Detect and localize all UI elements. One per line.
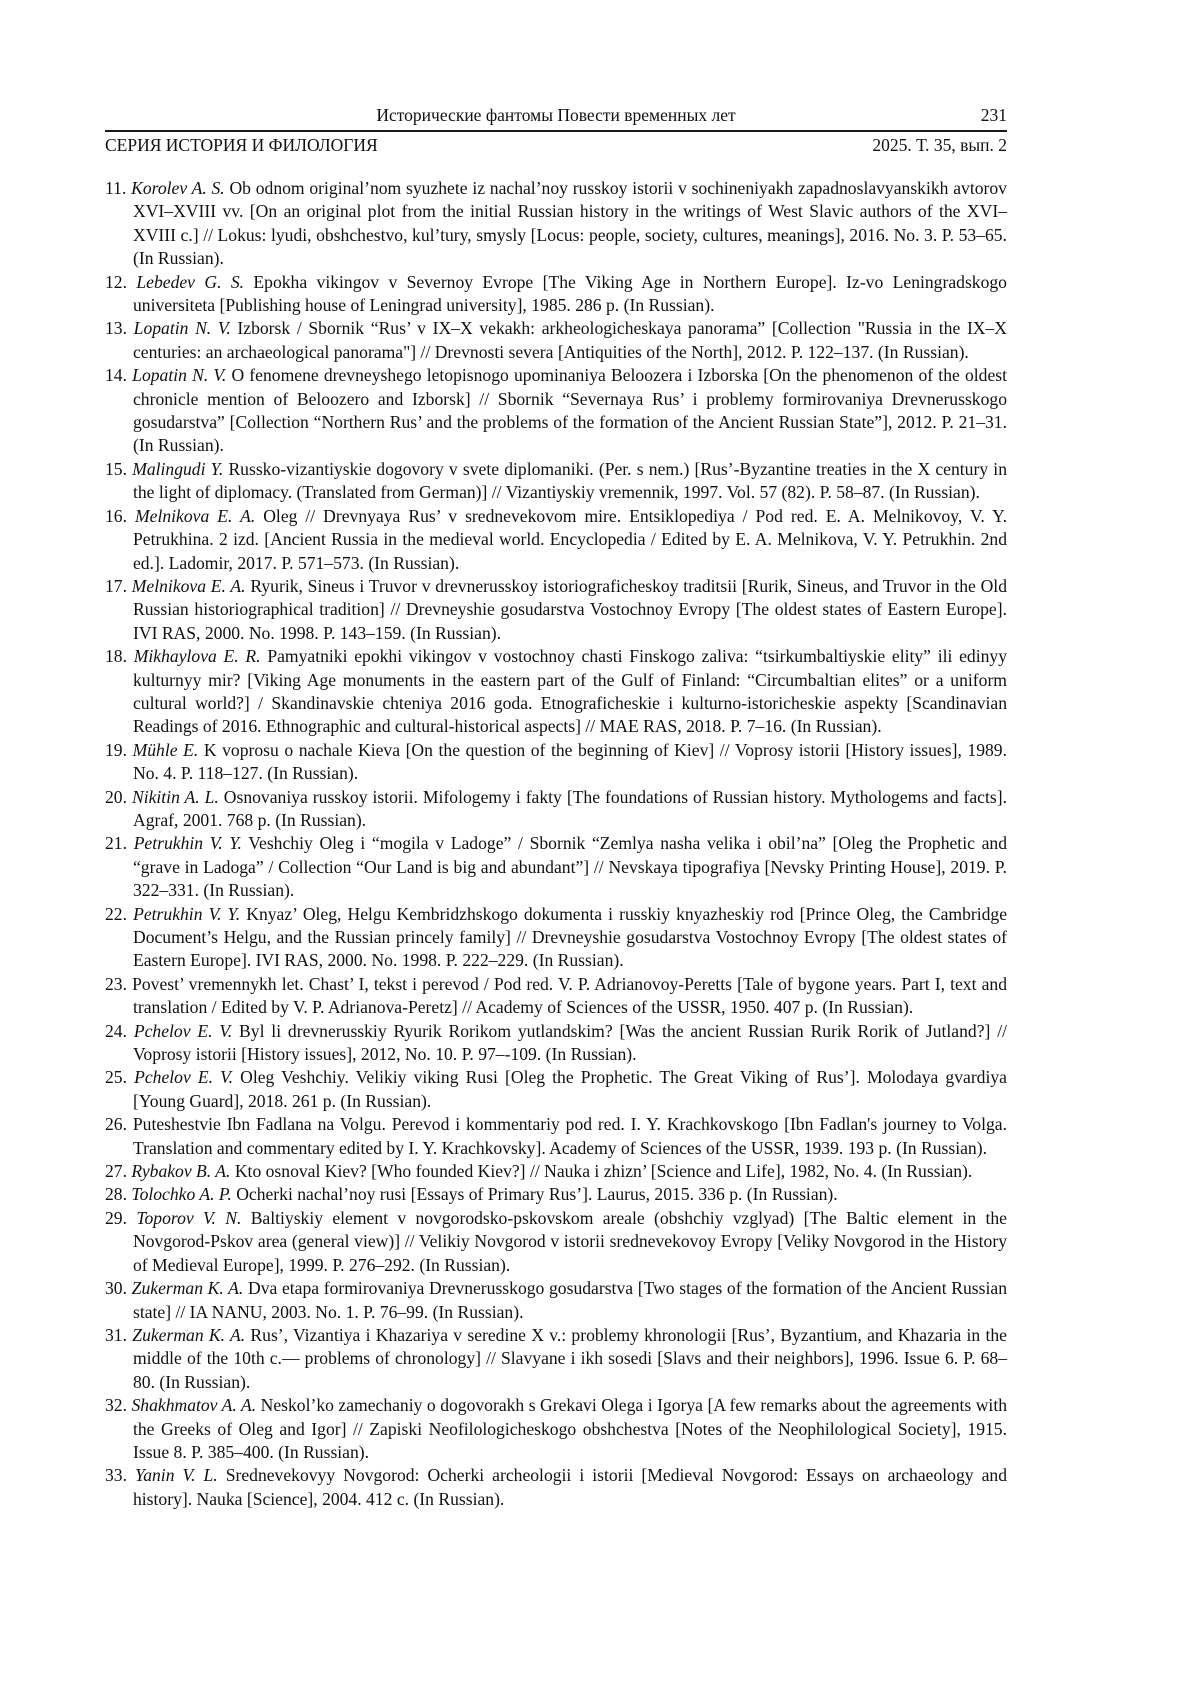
page-header <box>105 104 1007 157</box>
reference-author: Mühle E. <box>132 739 199 760</box>
volume-issue: 2025. Т. 35, вып. 2 <box>872 135 1007 155</box>
reference-number: 22. <box>105 903 127 924</box>
reference-author: Petrukhin V. Y. <box>133 903 241 924</box>
reference-number: 28. <box>105 1184 127 1205</box>
reference-author: Petrukhin V. Y. <box>133 833 242 854</box>
reference-entry <box>105 786 1007 833</box>
reference-text: Povest’ vremennykh let. Chast’ I, tekst i perevod / Pod red. V. P. Adrianovoy-Peretts [Tale of bygone years. Part I, text and translation / Edited by V. P. Adrianova-Peretz] // Academy of Sciences of the USSR, 1950. 407 p. (In Russian). <box>132 973 1007 1018</box>
reference-author: Tolochko A. P. <box>131 1184 232 1205</box>
reference-author: Pchelov E. V. <box>133 1020 233 1041</box>
reference-number: 23. <box>105 973 127 994</box>
reference-text: Izborsk / Sbornik “Rus’ v IX–X vekakh: arkheologicheskaya panorama” [Collection "Russia in the IX–X centuries: an archaeological panorama"] // Drevnosti severa [Antiquities of the North], 2012. P. 122–137. (In Russian). <box>133 318 1008 362</box>
reference-number: 14. <box>105 365 127 386</box>
reference-text: Puteshestvie Ibn Fadlana na Volgu. Perevod i kommentariy pod red. I. Y. Krachkovskogo [Ibn Fadlan's journey to Volga. Translation and commentary edited by I. Y. Krachkovsky]. Academy of Sciences of the USSR, 1939. 193 p. (In Russian). <box>132 1114 1007 1158</box>
reference-entry <box>105 1183 1007 1206</box>
reference-author: Pchelov E. V. <box>134 1067 233 1088</box>
reference-text: Srednevekovyy Novgorod: Ocherki archeologii i istorii [Medieval Novgorod: Essays on archaeology and history]. Nauka [Science], 2004. 412 c. (In Russian). <box>133 1465 1007 1509</box>
reference-number: 25. <box>105 1067 127 1088</box>
reference-number: 12. <box>105 271 127 292</box>
reference-entry <box>105 505 1007 575</box>
reference-number: 13. <box>105 318 127 339</box>
reference-entry <box>105 832 1007 902</box>
reference-text: Baltiyskiy element v novgorodsko-pskovskom areale (obshchiy vzglyad) [The Baltic element in the Novgorod-Pskov area (general view)] // Velikiy Novgorod v istorii srednevekovoy Evropy [Veliky Novgorod in the History of Medieval Europe], 1999. P. 276–292. (In Russian). <box>133 1207 1007 1275</box>
reference-number: 29. <box>105 1207 127 1228</box>
reference-author: Toporov V. N. <box>136 1207 242 1228</box>
reference-author: Yanin V. L. <box>135 1465 218 1486</box>
reference-entry <box>105 1324 1007 1394</box>
reference-text: Rus’, Vizantiya i Khazariya v seredine X v.: problemy khronologii [Rus’, Byzantium, and Khazaria in the middle of the 10th c.— problems of chronology] // Slavyane i ikh sosedi [Slavs and their neighbors], 1996. Issue 6. P. 68–80. (In Russian). <box>133 1324 1007 1392</box>
series-title: СЕРИЯ ИСТОРИЯ И ФИЛОЛОГИЯ <box>105 135 378 155</box>
reference-number: 24. <box>105 1020 127 1041</box>
reference-text: Dva etapa formirovaniya Drevnerusskogo gosudarstva [Two stages of the formation of the Ancient Russian state] // IA NANU, 2003. No. 1. P. 76–99. (In Russian). <box>133 1278 1007 1322</box>
reference-author: Zukerman K. A. <box>131 1278 244 1299</box>
reference-author: Rybakov B. A. <box>131 1161 231 1182</box>
reference-text: Oleg Veshchiy. Velikiy viking Rusi [Oleg the Prophetic. The Great Viking of Rus’]. Molodaya gvardiya [Young Guard], 2018. 261 p. (In Russian). <box>133 1067 1007 1111</box>
reference-entry <box>105 1066 1007 1113</box>
reference-text: Byl li drevnerusskiy Ryurik Rorikom yutlandskim? [Was the ancient Russian Rurik Rorik of Jutland?] // Voprosy istorii [History issues], 2012, No. 10. P. 97–-109. (In Russian). <box>133 1020 1007 1065</box>
journal-page <box>105 104 1007 1511</box>
reference-number: 20. <box>105 786 127 807</box>
reference-text: O fenomene drevneyshego letopisnogo upominaniya Beloozera i Izborska [On the phenomenon of the oldest chronicle mention of Beloozero and Izborsk] // Sbornik “Severnaya Rus’ i problemy formirovaniya Drevnerusskogo gosudarstva” [Collection “Northern Rus’ and the problems of the formation of the Ancient Russian State”], 2012. P. 21–31. (In Russian). <box>133 365 1007 456</box>
reference-author: Melnikova E. A. <box>135 505 256 526</box>
reference-entry <box>105 271 1007 318</box>
reference-number: 11. <box>105 178 127 198</box>
reference-number: 26. <box>105 1114 127 1135</box>
reference-number: 19. <box>105 739 127 760</box>
reference-entry <box>105 903 1007 973</box>
reference-number: 31. <box>105 1324 127 1345</box>
reference-entry <box>105 1394 1007 1464</box>
reference-entry <box>105 1464 1007 1511</box>
page-number: 231 <box>980 105 1007 125</box>
reference-author: Shakhmatov A. A. <box>131 1395 257 1416</box>
reference-author: Malingudi Y. <box>132 458 224 479</box>
reference-author: Lopatin N. V. <box>133 318 231 339</box>
reference-number: 27. <box>105 1161 127 1182</box>
reference-text: Ryurik, Sineus i Truvor v drevnerusskoy istoriograficheskoy traditsii [Rurik, Sineus, and Truvor in the Old Russian historiographical tradition] // Drevneyshie gosudarstva Vostochnoy Evropy [The oldest states of Eastern Europe]. IVI RAS, 2000. No. 1998. P. 143–159. (In Russian). <box>133 575 1007 643</box>
reference-author: Mikhaylova E. R. <box>133 646 261 667</box>
reference-text: Epokha vikingov v Severnoy Evrope [The Viking Age in Northern Europe]. Iz-vo Leningradskogo universiteta [Publishing house of Leningrad university], 1985. 286 p. (In Russian). <box>133 271 1007 316</box>
reference-text: Kto osnoval Kiev? [Who founded Kiev?] // Nauka i zhizn’ [Science and Life], 1982, No. 4. (In Russian). <box>234 1161 973 1182</box>
reference-author: Melnikova E. A. <box>131 575 246 596</box>
reference-author: Zukerman K. A. <box>132 1324 246 1345</box>
reference-author: Lebedev G. S. <box>136 271 245 292</box>
reference-number: 18. <box>105 646 127 667</box>
running-head <box>105 104 1007 126</box>
references-list <box>105 177 1007 1511</box>
reference-number: 16. <box>105 505 127 526</box>
reference-entry <box>105 645 1007 739</box>
reference-entry <box>105 1020 1007 1067</box>
reference-number: 30. <box>105 1278 127 1299</box>
reference-text: Oleg // Drevnyaya Rus’ v srednevekovom mire. Entsiklopediya / Pod red. E. A. Melnikovoy, V. Y. Petrukhina. 2 izd. [Ancient Russia in the medieval world. Encyclopedia / Edited by E. A. Melnikova, V. Y. Petrukhin. 2nd ed.]. Ladomir, 2017. P. 571–573. (In Russian). <box>133 505 1007 573</box>
reference-number: 15. <box>105 458 127 479</box>
reference-text: Knyaz’ Oleg, Helgu Kembridzhskogo dokumenta i russkiy knyazheskiy rod [Prince Oleg, the Cambridge Document’s Helgu, and the Russian princely family] // Drevneyshie gosudarstva Vostochnoy Evropy [The oldest states of Eastern Europe]. IVI RAS, 2000. No. 1998. P. 222–229. (In Russian). <box>133 903 1008 971</box>
reference-number: 17. <box>105 575 127 596</box>
reference-number: 21. <box>105 833 127 854</box>
reference-entry <box>105 458 1007 505</box>
reference-text: Russko-vizantiyskie dogovory v svete diplomaniki. (Per. s nem.) [Rus’-Byzantine treaties in the X century in the light of diplomacy. (Translated from German)] // Vizantiyskiy vremennik, 1997. Vol. 57 (82). P. 58–87. (In Russian). <box>133 458 1007 503</box>
reference-entry <box>105 973 1007 1020</box>
reference-entry <box>105 1160 1007 1183</box>
series-row <box>105 134 1007 157</box>
reference-text: K voprosu o nachale Kieva [On the question of the beginning of Kiev] // Voprosy istorii [History issues], 1989. No. 4. P. 118–127. (In Russian). <box>133 739 1007 784</box>
running-title: Исторические фантомы Повести временных лет <box>376 105 736 125</box>
reference-number: 32. <box>105 1395 127 1416</box>
reference-text: Ocherki nachal’noy rusi [Essays of Primary Rus’]. Laurus, 2015. 336 p. (In Russian). <box>236 1184 838 1205</box>
reference-entry <box>105 317 1007 364</box>
reference-text: Neskol’ko zamechaniy o dogovorakh s Grekavi Olega i Igorya [A few remarks about the agreements with the Greeks of Oleg and Igor] // Zapiski Neofilologicheskogo obshchestva [Notes of the Neophilological Society], 1915. Issue 8. P. 385–400. (In Russian). <box>133 1395 1008 1462</box>
reference-entry <box>105 1207 1007 1277</box>
reference-entry <box>105 1113 1007 1160</box>
reference-author: Korolev A. S. <box>131 178 225 198</box>
reference-author: Nikitin A. L. <box>131 786 219 807</box>
reference-entry <box>105 1277 1007 1324</box>
header-rule <box>105 130 1007 132</box>
reference-number: 33. <box>105 1465 127 1486</box>
reference-text: Veshchiy Oleg i “mogila v Ladoge” / Sbornik “Zemlya nasha velika i obil’na” [Oleg the Prophetic and “grave in Ladoga” / Collection “Our Land is big and abundant”] // Nevskaya tipografiya [Nevsky Printing House], 2019. P. 322–331. (In Russian). <box>133 833 1007 901</box>
reference-entry <box>105 364 1007 458</box>
reference-entry <box>105 575 1007 645</box>
reference-text: Ob odnom original’nom syuzhete iz nachal’noy russkoy istorii v sochineniyakh zapadnoslavyanskikh avtorov XVI–XVIII vv. [On an original plot from the initial Russian history in the writings of West Slavic authors of the XVI–XVIII c.] // Lokus: lyudi, obshchestvo, kul’tury, smysly [Locus: people, society, cultures, meanings], 2016. No. 3. P. 53–65. (In Russian). <box>133 178 1007 269</box>
reference-text: Pamyatniki epokhi vikingov v vostochnoy chasti Finskogo zaliva: “tsirkumbaltiyskie elity” ili edinyy kulturnyy mir? [Viking Age monuments in the eastern part of the Gulf of Finland: “Circumbaltian elites” or a uniform cultural world?] / Skandinavskie chteniya 2016 goda. Etnograficheskie i kulturno-istoricheskie aspekty [Scandinavian Readings of 2016. Ethnographic and cultural-historical aspects] // MAE RAS, 2018. P. 7–16. (In Russian). <box>133 646 1008 737</box>
reference-author: Lopatin N. V. <box>132 365 227 386</box>
reference-entry <box>105 177 1007 271</box>
reference-text: Osnovaniya russkoy istorii. Mifologemy i fakty [The foundations of Russian history. Mythologems and facts]. Agraf, 2001. 768 p. (In Russian). <box>133 786 1007 830</box>
reference-entry <box>105 739 1007 786</box>
